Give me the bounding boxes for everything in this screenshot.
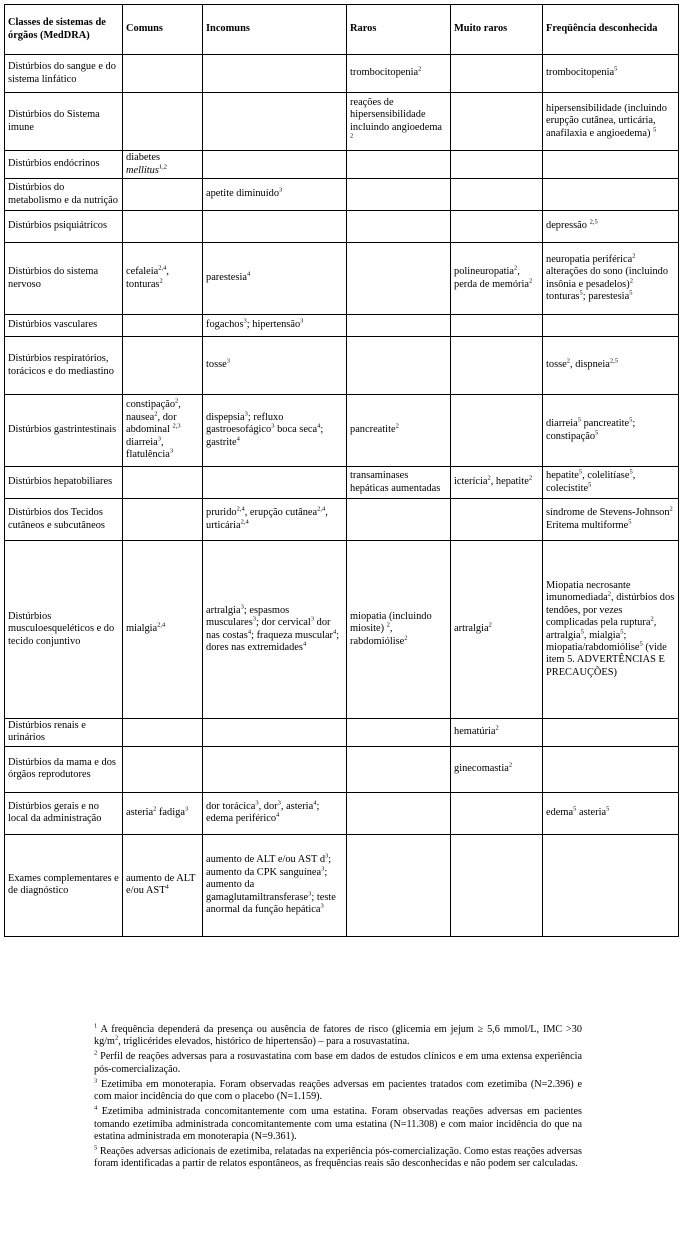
table-row — [5, 55, 679, 93]
cell-raros — [347, 179, 451, 211]
cell-comuns: constipação$^2$, nausea$^2$, dor abdominal $^{2,3}$ diarreia$^3$, flatulência$^3$ — [123, 395, 203, 467]
organ-class-cell: Distúrbios vasculares — [5, 315, 123, 337]
table-row — [5, 93, 679, 151]
adverse-reactions-table — [4, 4, 679, 937]
header-muito-raros: Muito raros — [451, 5, 543, 55]
cell-muito-raros — [451, 211, 543, 243]
cell-muito-raros — [451, 834, 543, 936]
table-row — [5, 151, 679, 179]
table-row — [5, 395, 679, 467]
footnotes — [94, 1024, 582, 1174]
cell-incomuns: tosse$^3$ — [203, 337, 347, 395]
organ-class-cell: Distúrbios dos Tecidos cutâneos e subcutâneos — [5, 499, 123, 541]
header-incomuns: Incomuns — [203, 5, 347, 55]
cell-frequencia-desconhecida: diarreia$^5$ pancreatite$^5$; constipação$^5$ — [543, 395, 679, 467]
cell-muito-raros — [451, 55, 543, 93]
cell-frequencia-desconhecida: Miopatia necrosante imunomediada$^2$, distúrbios dos tendões, por vezes complicadas pela ruptura$^2$, artralgia$^5$, mialgia$^5$; miopatia/rabdomiólise$^5$ (vide item 5. ADVERTÊNCIAS E PRECAUÇÕES) — [543, 541, 679, 719]
cell-raros: miopatia (incluindo miosite) $^2$, rabdomiólise$^2$ — [347, 541, 451, 719]
organ-class-cell: Distúrbios endócrinos — [5, 151, 123, 179]
cell-frequencia-desconhecida: edema$^5$ asteria$^5$ — [543, 792, 679, 834]
cell-muito-raros — [451, 395, 543, 467]
cell-comuns — [123, 746, 203, 792]
footnote-mark: 1 — [94, 1022, 98, 1030]
footnote-mark: 3 — [94, 1077, 98, 1085]
cell-frequencia-desconhecida: trombocitopenia$^5$ — [543, 55, 679, 93]
table-row — [5, 211, 679, 243]
cell-frequencia-desconhecida — [543, 151, 679, 179]
cell-muito-raros — [451, 93, 543, 151]
cell-incomuns — [203, 746, 347, 792]
cell-raros — [347, 243, 451, 315]
header-frequencia-desconhecida: Freqüência desconhecida — [543, 5, 679, 55]
cell-comuns — [123, 719, 203, 747]
cell-incomuns — [203, 719, 347, 747]
cell-raros — [347, 315, 451, 337]
table-body — [5, 55, 679, 937]
table-row — [5, 499, 679, 541]
organ-class-cell: Distúrbios do sangue e do sistema linfático — [5, 55, 123, 93]
cell-muito-raros — [451, 337, 543, 395]
cell-raros — [347, 792, 451, 834]
cell-raros — [347, 834, 451, 936]
table-row — [5, 243, 679, 315]
cell-incomuns: aumento de ALT e/ou AST $d^3$; aumento da CPK sanguínea$^3$; aumento da gamaglutamiltransferase$^3$; teste anormal da função hepática$^3$ — [203, 834, 347, 936]
organ-class-cell: Exames complementares e de diagnóstico — [5, 834, 123, 936]
table-row — [5, 719, 679, 747]
organ-class-cell: Distúrbios respiratórios, torácicos e do mediastino — [5, 337, 123, 395]
cell-raros — [347, 499, 451, 541]
organ-class-cell: Distúrbios hepatobiliares — [5, 467, 123, 499]
footnote-mark: 4 — [94, 1105, 98, 1113]
cell-raros — [347, 151, 451, 179]
header-raros: Raros — [347, 5, 451, 55]
table-header-row — [5, 5, 679, 55]
cell-muito-raros: icterícia$^2$, hepatite$^2$ — [451, 467, 543, 499]
cell-frequencia-desconhecida — [543, 179, 679, 211]
cell-frequencia-desconhecida: depressão $^{2,5}$ — [543, 211, 679, 243]
table-row — [5, 792, 679, 834]
cell-muito-raros: artralgia$^2$ — [451, 541, 543, 719]
cell-raros: trombocitopenia$^2$ — [347, 55, 451, 93]
cell-frequencia-desconhecida: tosse$^2$, dispneia$^{2,5}$ — [543, 337, 679, 395]
organ-class-cell: Distúrbios do metabolismo e da nutrição — [5, 179, 123, 211]
footnote: $^2$ Perfil de reações adversas para a rosuvastatina com base em dados de estudos clínicos e em uma extensa experiência pós-comercialização. — [94, 1050, 582, 1075]
cell-comuns — [123, 499, 203, 541]
cell-muito-raros — [451, 315, 543, 337]
cell-comuns — [123, 55, 203, 93]
organ-class-cell: Distúrbios do sistema nervoso — [5, 243, 123, 315]
cell-raros: pancreatite$^2$ — [347, 395, 451, 467]
cell-frequencia-desconhecida: neuropatia periférica$^2$ alterações do sono (incluindo insônia e pesadelos)$^2$ tonturas$^5$; parestesia$^5$ — [543, 243, 679, 315]
cell-muito-raros — [451, 151, 543, 179]
cell-comuns: diabetes mellitus$^{1,2}$ — [123, 151, 203, 179]
table-row — [5, 315, 679, 337]
cell-comuns — [123, 93, 203, 151]
cell-comuns — [123, 211, 203, 243]
cell-comuns — [123, 179, 203, 211]
cell-incomuns — [203, 467, 347, 499]
cell-incomuns: parestesia$^4$ — [203, 243, 347, 315]
cell-incomuns: prurido$^{2,4}$, erupção cutânea$^{2,4}$, urticária$^{2,4}$ — [203, 499, 347, 541]
footnote-mark: 2 — [94, 1050, 98, 1058]
header-comuns: Comuns — [123, 5, 203, 55]
cell-raros: transaminases hepáticas aumentadas — [347, 467, 451, 499]
organ-class-cell: Distúrbios do Sistema imune — [5, 93, 123, 151]
cell-comuns — [123, 467, 203, 499]
table-row — [5, 541, 679, 719]
footnote: $^5$ Reações adversas adicionais de ezetimiba, relatadas na experiência pós-comercialização. Como estas reações adversas foram identificadas a partir de relatos espontâneos, as frequências reais são desconhecidas e não podem ser calculadas. — [94, 1144, 582, 1170]
cell-comuns — [123, 337, 203, 395]
organ-class-cell: Distúrbios renais e urinários — [5, 719, 123, 747]
organ-class-cell: Distúrbios gerais e no local da administração — [5, 792, 123, 834]
cell-incomuns — [203, 55, 347, 93]
cell-raros — [347, 211, 451, 243]
cell-incomuns: dor torácica$^3$, dor$^3$, asteria$^4$; edema periférico$^4$ — [203, 792, 347, 834]
cell-comuns: cefaleia$^{2,4}$, tonturas$^2$ — [123, 243, 203, 315]
cell-comuns: aumento de ALT e/ou AST$^4$ — [123, 834, 203, 936]
cell-frequencia-desconhecida: síndrome de Stevens-Johnson$^2$ Eritema multiforme$^5$ — [543, 499, 679, 541]
cell-frequencia-desconhecida — [543, 719, 679, 747]
header-organ-class: Classes de sistemas de órgãos (MedDRA) — [5, 5, 123, 55]
cell-muito-raros: polineuropatia$^2$, perda de memória$^2$ — [451, 243, 543, 315]
footnote: $^1$ A frequência dependerá da presença ou ausência de fatores de risco (glicemia em jejum ≥ 5,6 mmol/L, IMC >30 $kg/m^2$, triglicérides elevados, histórico de hipertensão) – para a rosuvastatina. — [94, 1022, 582, 1048]
cell-raros: reações de hipersensibilidade incluindo angioedema $^2$ — [347, 93, 451, 151]
cell-frequencia-desconhecida: hepatite$^5$, colelitíase$^5$, colecistite$^5$ — [543, 467, 679, 499]
organ-class-cell: Distúrbios gastrintestinais — [5, 395, 123, 467]
cell-frequencia-desconhecida — [543, 746, 679, 792]
cell-frequencia-desconhecida — [543, 315, 679, 337]
cell-muito-raros: ginecomastia$^2$ — [451, 746, 543, 792]
table-row — [5, 337, 679, 395]
organ-class-cell: Distúrbios da mama e dos órgãos reprodutores — [5, 746, 123, 792]
cell-incomuns: fogachos$^3$; hipertensão$^3$ — [203, 315, 347, 337]
cell-comuns: asteria$^2$ fadiga$^3$ — [123, 792, 203, 834]
cell-comuns — [123, 315, 203, 337]
cell-incomuns: dispepsia$^3$; refluxo gastroesofágico$^3$ boca seca$^4$; gastrite$^4$ — [203, 395, 347, 467]
cell-frequencia-desconhecida: hipersensibilidade (incluindo erupção cutânea, urticária, anafilaxia e angioedema) $^5$ — [543, 93, 679, 151]
cell-incomuns: apetite diminuído$^3$ — [203, 179, 347, 211]
cell-muito-raros: hematúria$^2$ — [451, 719, 543, 747]
cell-muito-raros — [451, 792, 543, 834]
cell-frequencia-desconhecida — [543, 834, 679, 936]
cell-incomuns — [203, 211, 347, 243]
cell-raros — [347, 719, 451, 747]
organ-class-cell: Distúrbios musculoesqueléticos e do tecido conjuntivo — [5, 541, 123, 719]
table-row — [5, 746, 679, 792]
footnote: $^4$ Ezetimiba administrada concomitantemente com uma estatina. Foram observadas reações adversas em pacientes tomando ezetimiba administrada concomitantemente com uma estatina (N=11.308) e com maior incidência do que na estatina administrada em monoterapia (N=9.361). — [94, 1105, 582, 1142]
footnote-mark: 5 — [94, 1144, 98, 1152]
organ-class-cell: Distúrbios psiquiátricos — [5, 211, 123, 243]
cell-incomuns — [203, 93, 347, 151]
table-row — [5, 467, 679, 499]
footnote: $^3$ Ezetimiba em monoterapia. Foram observadas reações adversas em pacientes tratados com ezetimiba (N=2.396) e com maior incidência do que com o placebo (N=1.159). — [94, 1077, 582, 1103]
cell-raros — [347, 746, 451, 792]
cell-muito-raros — [451, 179, 543, 211]
table-row — [5, 834, 679, 936]
cell-incomuns: artralgia$^3$; espasmos musculares$^3$; dor cervical$^3$ dor nas costas$^4$; fraqueza muscular$^4$; dores nas extremidades$^4$ — [203, 541, 347, 719]
table-row — [5, 179, 679, 211]
cell-comuns: mialgia$^{2,4}$ — [123, 541, 203, 719]
cell-muito-raros — [451, 499, 543, 541]
cell-incomuns — [203, 151, 347, 179]
cell-raros — [347, 337, 451, 395]
